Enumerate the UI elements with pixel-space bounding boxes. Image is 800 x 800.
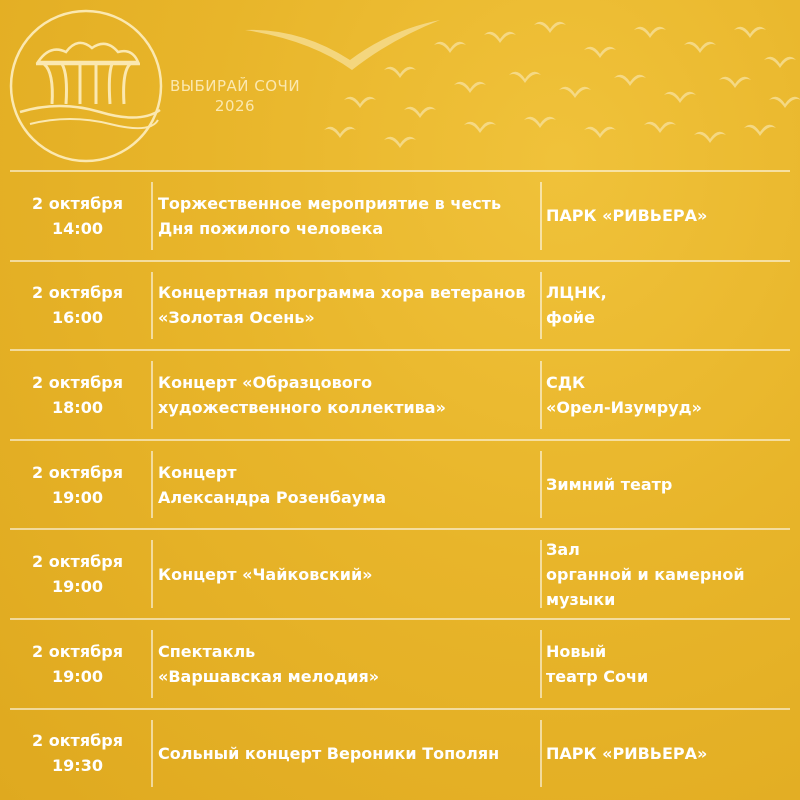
event-venue-line: ПАРК «РИВЬЕРА» <box>546 743 708 763</box>
column-divider <box>151 361 153 429</box>
event-venue <box>546 351 790 439</box>
event-datetime <box>10 441 145 529</box>
seagulls-decoration-icon <box>240 0 800 165</box>
colonnade-logo-icon <box>0 0 170 165</box>
event-title-line: Спектакль <box>158 641 256 661</box>
event-time: 18:00 <box>52 397 103 417</box>
event-date: 2 октября <box>32 462 123 482</box>
event-venue-line: органной и камерной <box>546 564 745 584</box>
event-date: 2 октября <box>32 641 123 661</box>
column-divider <box>540 182 542 250</box>
event-datetime <box>10 172 145 260</box>
event-time: 19:00 <box>52 666 103 686</box>
event-time: 14:00 <box>52 218 103 238</box>
event-venue <box>546 710 790 798</box>
event-title-line: Торжественное мероприятие в честь <box>158 193 502 213</box>
event-datetime <box>10 620 145 708</box>
column-divider <box>151 630 153 698</box>
event-date: 2 октября <box>32 283 123 303</box>
event-title <box>158 441 528 529</box>
event-title-line: Александра Розенбаума <box>158 487 387 507</box>
event-row <box>10 618 790 708</box>
event-venue-line: ЛЦНК, <box>546 283 607 303</box>
event-row <box>10 528 790 618</box>
event-datetime <box>10 351 145 439</box>
event-row <box>10 439 790 529</box>
event-venue-line: Зимний театр <box>546 475 673 495</box>
event-row <box>10 349 790 439</box>
event-row <box>10 708 790 798</box>
event-row <box>10 170 790 260</box>
event-venue-line: музыки <box>546 589 616 609</box>
header <box>0 0 800 165</box>
event-title-line: «Варшавская мелодия» <box>158 666 380 686</box>
event-time: 19:30 <box>52 756 103 776</box>
event-title <box>158 172 528 260</box>
event-venue <box>546 262 790 350</box>
event-title <box>158 262 528 350</box>
column-divider <box>540 451 542 519</box>
event-title-line: Концерт «Чайковский» <box>158 564 373 584</box>
event-venue-line: театр Сочи <box>546 666 649 686</box>
brand-year: 2026 <box>214 97 256 115</box>
column-divider <box>151 720 153 788</box>
event-title-line: художественного коллектива» <box>158 397 446 417</box>
brand-title: ВЫБИРАЙ СОЧИ <box>169 77 301 95</box>
column-divider <box>151 272 153 340</box>
event-venue-line: ПАРК «РИВЬЕРА» <box>546 206 708 226</box>
events-schedule <box>10 170 790 797</box>
column-divider <box>151 540 153 608</box>
event-venue <box>546 441 790 529</box>
event-date: 2 октября <box>32 731 123 751</box>
event-venue-line: фойе <box>546 308 595 328</box>
event-datetime <box>10 710 145 798</box>
event-title-line: Концерт <box>158 462 237 482</box>
event-venue <box>546 620 790 708</box>
event-title-line: Сольный концерт Вероники Тополян <box>158 743 500 763</box>
event-datetime <box>10 530 145 618</box>
column-divider <box>540 361 542 429</box>
event-date: 2 октября <box>32 372 123 392</box>
column-divider <box>540 720 542 788</box>
event-datetime <box>10 262 145 350</box>
event-title-line: Концерт «Образцового <box>158 372 373 392</box>
event-time: 19:00 <box>52 577 103 597</box>
event-venue <box>546 172 790 260</box>
column-divider <box>540 630 542 698</box>
event-title <box>158 530 528 618</box>
column-divider <box>151 182 153 250</box>
column-divider <box>540 540 542 608</box>
column-divider <box>151 451 153 519</box>
event-venue-line: СДК <box>546 372 586 392</box>
event-title <box>158 710 528 798</box>
column-divider <box>540 272 542 340</box>
event-time: 19:00 <box>52 487 103 507</box>
event-venue <box>546 530 790 618</box>
event-title-line: Дня пожилого человека <box>158 218 384 238</box>
event-row <box>10 260 790 350</box>
event-date: 2 октября <box>32 193 123 213</box>
event-title-line: «Золотая Осень» <box>158 308 315 328</box>
event-time: 16:00 <box>52 308 103 328</box>
event-venue-line: Зал <box>546 539 580 559</box>
event-venue-line: «Орел-Изумруд» <box>546 397 702 417</box>
event-date: 2 октября <box>32 552 123 572</box>
event-title <box>158 351 528 439</box>
event-venue-line: Новый <box>546 641 607 661</box>
event-title <box>158 620 528 708</box>
event-title-line: Концертная программа хора ветеранов <box>158 283 526 303</box>
